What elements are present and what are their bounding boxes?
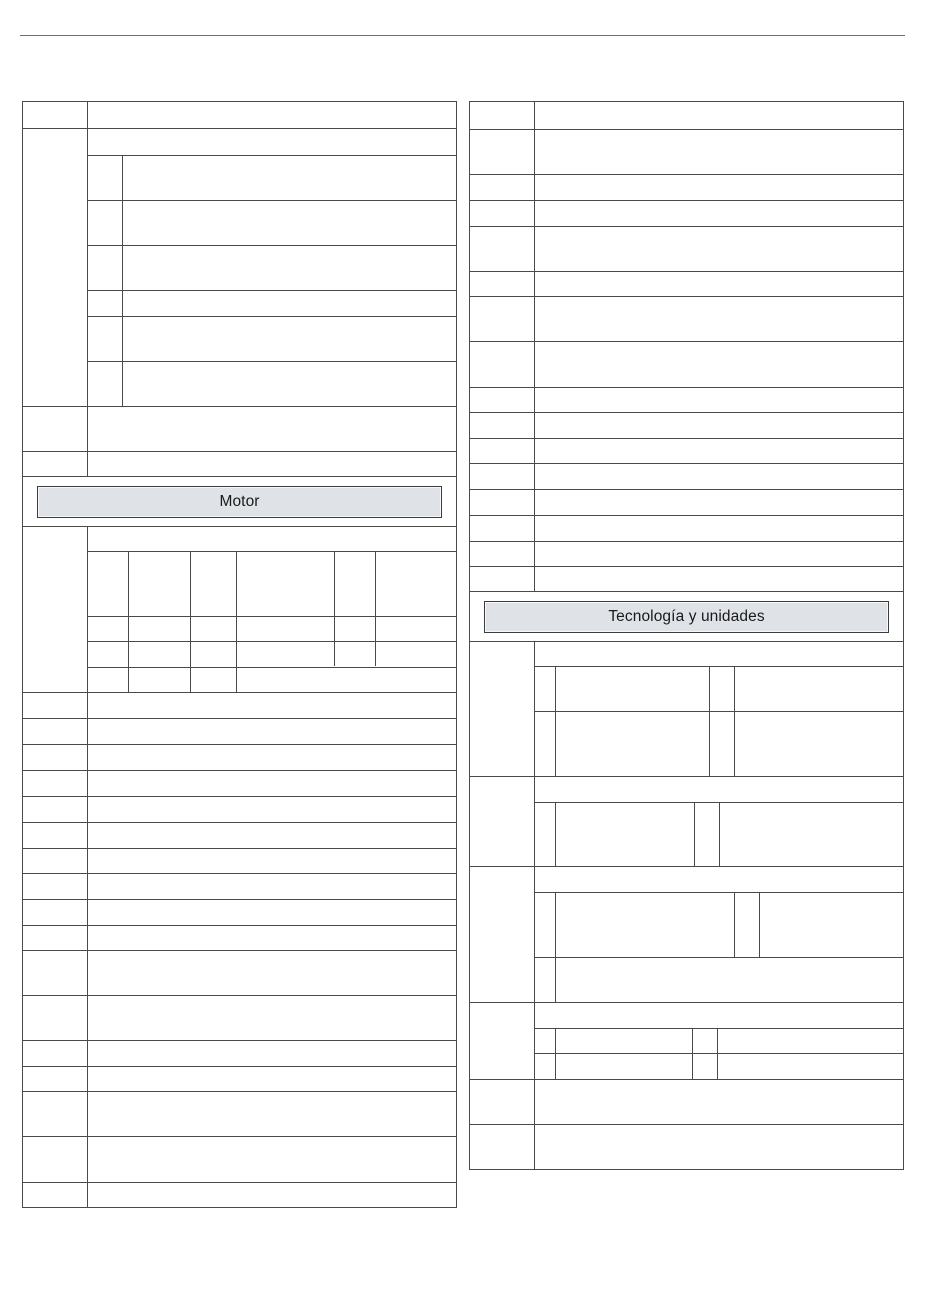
row-line <box>469 1079 904 1080</box>
row-line <box>87 667 457 668</box>
row-line <box>534 957 904 958</box>
row-line <box>469 866 904 867</box>
row-line <box>22 899 457 900</box>
row-line <box>534 1053 904 1054</box>
row-line <box>22 1136 457 1137</box>
row-line <box>469 200 904 201</box>
row-line <box>22 925 457 926</box>
label-divider <box>87 101 88 476</box>
grid-divider <box>759 892 760 957</box>
row-line <box>469 438 904 439</box>
row-line <box>469 566 904 567</box>
grid-divider <box>375 551 376 666</box>
row-line <box>87 316 457 317</box>
row-line <box>534 711 904 712</box>
row-line <box>22 692 457 693</box>
row-line <box>22 950 457 951</box>
row-line <box>87 641 457 642</box>
grid-divider <box>236 551 237 692</box>
row-line <box>469 591 904 592</box>
grid-divider <box>190 551 191 692</box>
row-line <box>469 387 904 388</box>
row-line <box>469 271 904 272</box>
row-line <box>22 796 457 797</box>
grid-divider <box>555 802 556 866</box>
row-line <box>87 290 457 291</box>
row-line <box>22 451 457 452</box>
row-line <box>22 1091 457 1092</box>
grid-divider <box>734 666 735 776</box>
row-line <box>22 1040 457 1041</box>
row-line <box>22 1066 457 1067</box>
label-divider <box>534 641 535 1170</box>
row-line <box>22 128 457 129</box>
grid-divider <box>709 666 710 776</box>
row-line <box>469 1124 904 1125</box>
grid-divider <box>128 551 129 692</box>
row-line <box>22 744 457 745</box>
row-line <box>87 551 457 552</box>
row-line <box>87 616 457 617</box>
row-line <box>87 155 457 156</box>
row-line <box>87 200 457 201</box>
row-line <box>22 526 457 527</box>
row-line <box>87 245 457 246</box>
grid-divider <box>555 892 556 1002</box>
row-line <box>469 463 904 464</box>
row-line <box>469 129 904 130</box>
sub-divider <box>122 155 123 406</box>
row-line <box>22 476 457 477</box>
row-line <box>469 776 904 777</box>
row-line <box>469 641 904 642</box>
grid-divider <box>555 666 556 776</box>
row-line <box>22 770 457 771</box>
row-line <box>22 822 457 823</box>
row-line <box>22 848 457 849</box>
section-title: Motor <box>219 493 260 510</box>
row-line <box>22 718 457 719</box>
grid-divider <box>555 1028 556 1079</box>
section-banner-technology <box>484 601 889 633</box>
header-rule <box>20 35 905 36</box>
row-line <box>469 226 904 227</box>
row-line <box>87 361 457 362</box>
row-line <box>469 174 904 175</box>
row-line <box>22 1182 457 1183</box>
row-line <box>469 341 904 342</box>
row-line <box>534 892 904 893</box>
grid-divider <box>692 1028 693 1079</box>
section-title: Tecnología y unidades <box>608 608 765 625</box>
label-divider <box>87 526 88 1208</box>
row-line <box>534 1028 904 1029</box>
row-line <box>469 1002 904 1003</box>
row-line <box>22 406 457 407</box>
grid-divider <box>719 802 720 866</box>
grid-divider <box>694 802 695 866</box>
row-line <box>469 489 904 490</box>
row-line <box>469 541 904 542</box>
section-banner-motor <box>37 486 442 518</box>
row-line <box>469 296 904 297</box>
row-line <box>22 995 457 996</box>
row-line <box>534 666 904 667</box>
grid-divider <box>734 892 735 957</box>
spec-table-right <box>469 101 904 1170</box>
spec-table-left <box>22 101 457 1208</box>
row-line <box>469 515 904 516</box>
row-line <box>22 873 457 874</box>
grid-divider <box>334 551 335 666</box>
grid-divider <box>717 1028 718 1079</box>
row-line <box>469 412 904 413</box>
